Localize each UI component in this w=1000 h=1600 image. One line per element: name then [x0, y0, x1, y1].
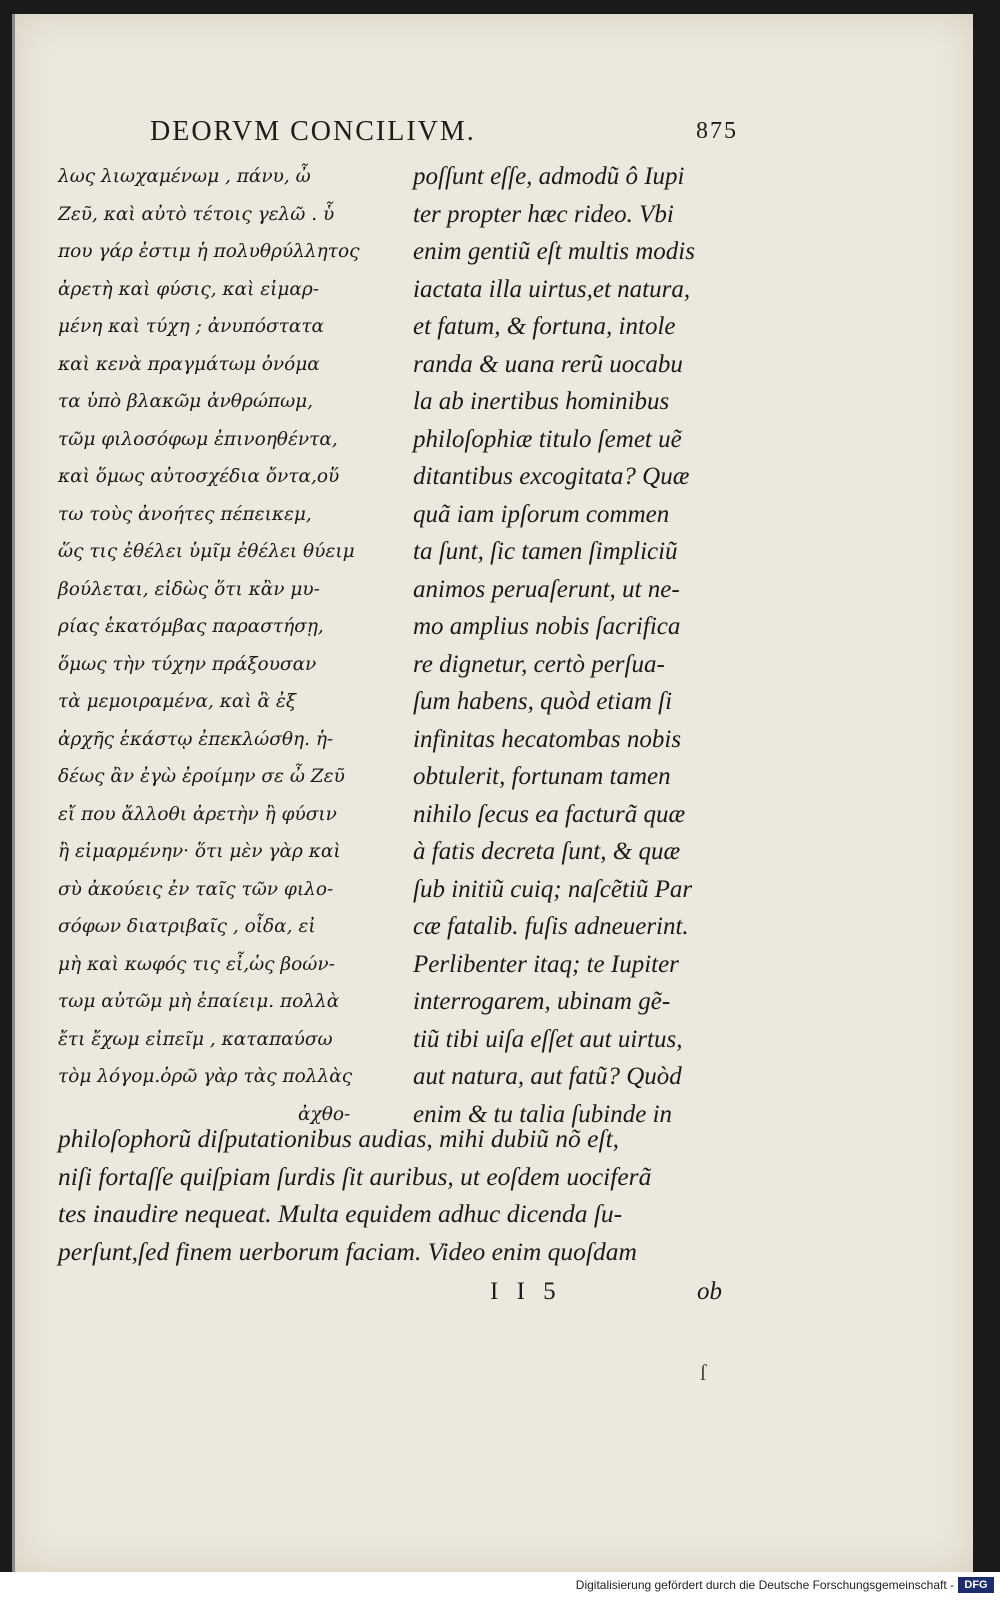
latin-text-line: ſum habens, quòd etiam ſi [413, 688, 673, 715]
margin-stain-mark: ſ [700, 1360, 707, 1385]
latin-text-line: et fatum, & fortuna, intole [413, 313, 676, 340]
latin-text-line: quã iam ipſorum commen [413, 500, 670, 528]
latin-text-line: nihilo ſecus ea facturã quæ [413, 800, 686, 828]
greek-text-line: ἀχθο- [298, 1103, 351, 1125]
greek-text-line: εἴ που ἄλλοθι ἀρετὴν ἢ φύσιν [58, 803, 337, 825]
latin-text-line: ditantibus excogitata? Quæ [413, 463, 690, 490]
greek-text-line: τῶμ φιλοσόφωμ ἐπινοηθέντα, [58, 428, 338, 450]
greek-text-line: τὸμ λόγομ.ὁρῶ γὰρ τὰς πολλὰς [58, 1066, 353, 1087]
latin-text-line: randa & uana rerũ uocabu [413, 350, 683, 378]
greek-text-line: τα ὑπὸ βλακῶμ ἀνθρώπωμ, [58, 391, 314, 412]
greek-text-line: ἔτι ἔχωμ εἰπεῖμ , καταπαύσω [58, 1028, 333, 1050]
greek-text-line: σόφων διατριβαῖς , οἶδα, εἰ [58, 916, 316, 937]
page-number: 875 [696, 118, 738, 144]
latin-text-line: aut natura, aut fatũ? Quòd [413, 1063, 682, 1090]
full-text-line: perſunt,ſed finem uerborum faciam. Video enim quoſdam [58, 1236, 637, 1266]
latin-text-line: mo amplius nobis ſacrifica [413, 613, 681, 640]
latin-text-line: interrogarem, ubinam gẽ- [413, 988, 671, 1015]
greek-text-line: Ζεῦ, καὶ αὐτὸ τέτοις γελῶ . ὗ [58, 203, 335, 225]
signature-line [490, 1278, 740, 1314]
latin-text-line: tiũ tibi uiſa eſſet aut uirtus, [413, 1025, 683, 1053]
footer-bar [0, 1572, 1000, 1600]
latin-text-line: infinitas hecatombas nobis [413, 725, 682, 753]
greek-text-line: που γάρ ἐστιμ ἡ πολυθρύλλητος [58, 241, 360, 262]
greek-text-line: ἀρχῆς ἑκάστῳ ἐπεκλώσθη. ἡ- [58, 728, 334, 750]
latin-text-line: philoſophiæ titulo ſemet uẽ [413, 425, 682, 453]
latin-text-line: ter propter hæc rideo. Vbi [413, 200, 674, 228]
latin-text-line: Perlibenter itaq; te Iupiter [413, 950, 679, 978]
latin-text-line: obtulerit, fortunam tamen [413, 763, 671, 790]
greek-text-line: λως λιωχαμένωμ , πάνυ, ὦ [58, 166, 311, 187]
greek-text-line: μένη καὶ τύχη ; ἀνυπόστατα [58, 316, 325, 337]
greek-text-line: ρίας ἑκατόμβας παραστήσῃ, [58, 616, 324, 637]
greek-text-line: καὶ ὅμως αὐτοσχέδια ὄντα,οὕ [58, 466, 340, 487]
greek-text-line: ὅμως τὴν τύχην πράξουσαν [58, 653, 317, 675]
greek-text-line: τὰ μεμοιραμένα, καὶ ἃ ἐξ [58, 691, 297, 712]
dfg-logo: DFG [958, 1577, 994, 1593]
latin-text-line: iactata illa uirtus,et natura, [413, 275, 691, 303]
latin-text-line: re dignetur, certò perſua- [413, 650, 665, 678]
greek-text-line: δέως ἂν ἐγὼ ἐροίμην σε ὦ Ζεῦ [58, 766, 345, 787]
full-text-line: niſi fortaſſe quiſpiam ſurdis ſit auribus, ut eoſdem uociferã [58, 1161, 652, 1191]
latin-text-line: ta ſunt, ſic tamen ſimpliciũ [413, 538, 678, 565]
signature-mark: I I 5 [490, 1278, 562, 1305]
greek-text-line: τω τοὺς ἀνοήτες πέπεικεμ, [58, 503, 312, 525]
catchword: ob [697, 1278, 722, 1305]
latin-text-line: la ab inertibus hominibus [413, 388, 670, 415]
greek-text-line: μὴ καὶ κωφός τις εἶ,ὡς βοών- [58, 953, 335, 975]
footer-credit: Digitalisierung gefördert durch die Deutsche Forschungsgemeinschaft - [575, 1578, 954, 1592]
latin-text-line: à fatis decreta ſunt, & quæ [413, 838, 681, 865]
header-title: DEORVM CONCILIVM. [150, 116, 476, 147]
latin-text-line: enim gentiũ eſt multis modis [413, 238, 695, 265]
greek-text-line: τωμ αὐτῶμ μὴ ἐπαίειμ. πολλὰ [58, 991, 340, 1012]
greek-text-line: καὶ κενὰ πραγμάτωμ ὀνόμα [58, 353, 320, 375]
greek-text-line: σὺ ἀκούεις ἐν ταῖς τῶν φιλο- [58, 878, 334, 900]
greek-text-line: ἢ εἱμαρμένην· ὅτι μὲν γὰρ καὶ [58, 841, 341, 862]
greek-text-line: ἀρετὴ καὶ φύσις, καὶ εἱμαρ- [58, 278, 320, 300]
greek-text-line: βούλεται, εἰδὼς ὅτι κἂν μυ- [58, 578, 320, 600]
greek-text-line: ὥς τις ἐθέλει ὑμῖμ ἐθέλει θύειμ [58, 541, 355, 562]
latin-text-line: ſub initiũ cuiq; naſcẽtiũ Par [413, 875, 693, 903]
running-header [150, 116, 750, 152]
full-text-line: philoſophorũ diſputationibus audias, mihi dubiũ nõ eſt, [58, 1124, 620, 1153]
latin-text-line: animos peruaſerunt, ut ne- [413, 575, 680, 603]
latin-text-line: cæ fatalib. fuſis adneuerint. [413, 913, 689, 940]
full-text-line: tes inaudire nequeat. Multa equidem adhuc dicenda ſu- [58, 1199, 623, 1228]
latin-text-line: poſſunt eſſe, admodũ ô Iupi [413, 163, 685, 190]
latin-text-line: enim & tu talia ſubinde in [413, 1100, 673, 1128]
